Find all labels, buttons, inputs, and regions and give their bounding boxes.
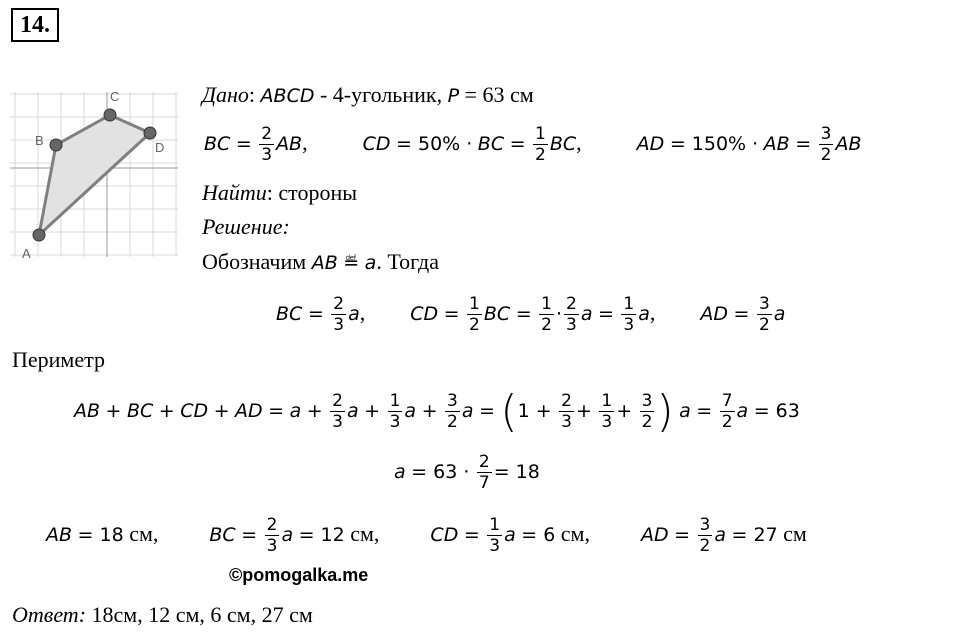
solution-line: Решение: — [202, 214, 290, 239]
watermark: ©pomogalka.me — [229, 565, 369, 585]
denote-line: Обозначим AB ≝ a. Тогда — [202, 249, 439, 274]
label-c: C — [110, 89, 120, 104]
given-line: Дано: ABCD - 4-угольник, P = 63 см — [202, 82, 534, 107]
a-value: a = 63 · $\frac{2}{7}$ = 18 — [394, 452, 540, 494]
answer-line — [12, 602, 313, 628]
results-line: AB = 18 см, BC = $\frac{2}{3}$ a = 12 см, CD = $\frac{1}{3}$ a = 6 см, AD = $\frac{3}{2}$ a = 27 см — [46, 515, 807, 557]
given-relations: BC = $\frac{2}{3}$ AB, CD = 50% · BC = $\frac{1}{2}$ BC, AD = 150% · AB = $\frac{3}{2}$ AB — [204, 124, 862, 166]
perimeter-label: Периметр — [12, 347, 105, 372]
quadrilateral-figure — [10, 82, 180, 262]
denote-text2: Тогда — [387, 249, 439, 274]
find-line: Найти: стороны — [202, 180, 358, 205]
label-b: B — [35, 133, 44, 148]
label-a: A — [22, 246, 31, 261]
perimeter-equation: AB + BC + CD + AD = a + $\frac{2}{3}$ a + $\frac{1}{3}$ a + $\frac{3}{2}$ a = (1 + $\frac{2}{3}$ + $\frac{1}{3}$ + $\frac{3}{2}$ ) a = $\frac{7}{2}$ a = 63 — [74, 385, 800, 437]
find-text: стороны — [278, 180, 358, 205]
vertex-c — [104, 109, 116, 121]
answer-text: 18см, 12 см, 6 см, 27 см — [91, 602, 313, 627]
given-label: Дано — [202, 82, 249, 107]
sides-in-a: BC = $\frac{2}{3}$ a, CD = $\frac{1}{2}$ BC = $\frac{1}{2}$ · $\frac{2}{3}$ a = $\frac{1}{3}$ a, AD = $\frac{3}{2}$ a — [276, 294, 786, 336]
problem-number: 14. — [11, 8, 59, 42]
solution-label: Решение — [202, 214, 283, 239]
vertex-d — [144, 127, 156, 139]
quadrilateral-shape — [39, 115, 150, 235]
label-d: D — [155, 140, 165, 155]
find-label: Найти — [202, 180, 267, 205]
vertex-b — [50, 139, 62, 151]
answer-label: Ответ: — [12, 602, 87, 627]
vertex-a — [33, 229, 45, 241]
denote-text1: Обозначим — [202, 249, 307, 274]
